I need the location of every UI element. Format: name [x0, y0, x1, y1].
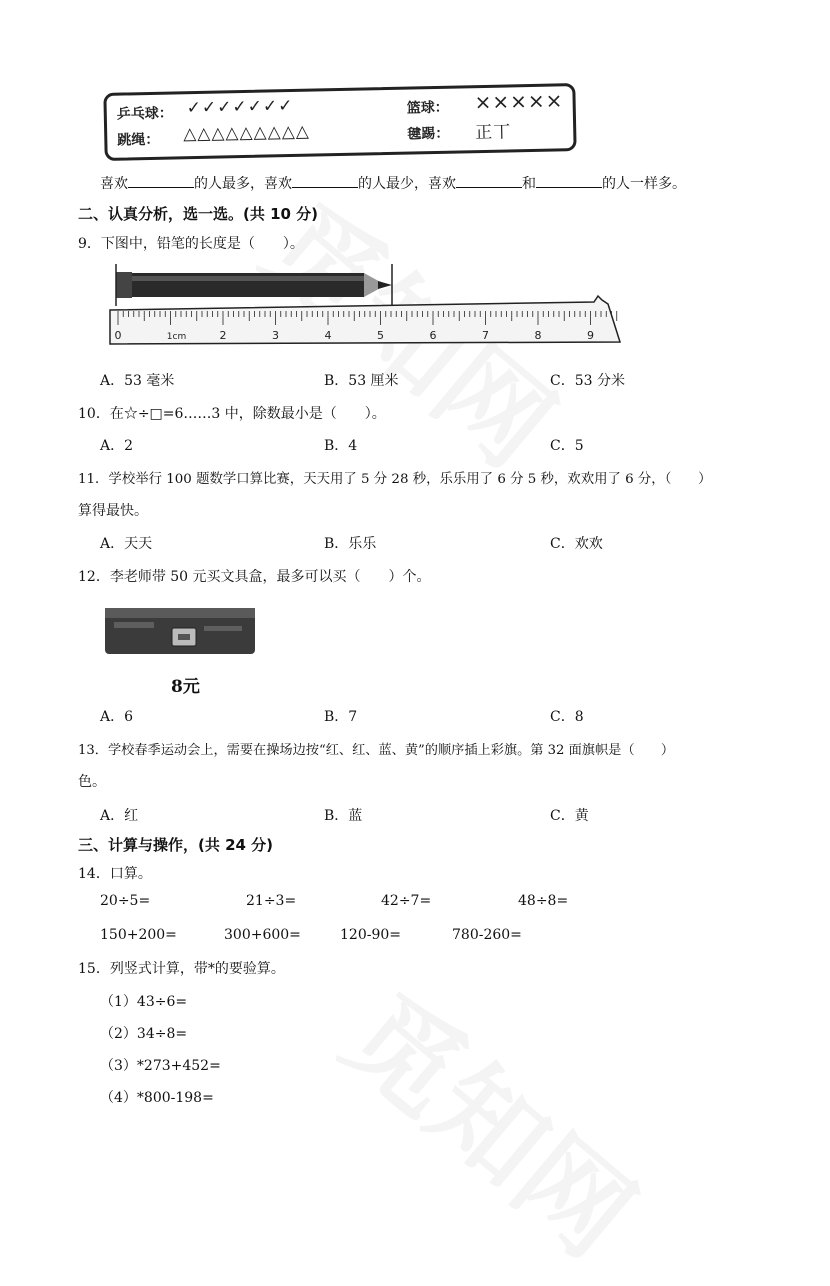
calc-item: 120-90= [340, 927, 401, 943]
q8-blanks-line [100, 173, 686, 193]
calc-item: 780-260= [452, 927, 522, 943]
q10-option-c[interactable]: C．5 [550, 438, 584, 454]
calc-item: 20÷5= [100, 893, 151, 909]
ruler-label: 5 [377, 329, 384, 342]
ruler-label: 7 [482, 329, 489, 342]
q12-option-b[interactable]: B．7 [324, 709, 358, 725]
q8-text: 和 [522, 176, 536, 192]
price-label: 8元 [171, 677, 200, 697]
pencil-icon [116, 272, 392, 298]
ruler-label: 1cm [166, 332, 187, 342]
calc-item: 300+600= [224, 927, 301, 943]
q11-option-b[interactable]: B．乐乐 [324, 536, 377, 552]
vertical-calc-item: （2）34÷8= [100, 1026, 188, 1042]
q13-stem: 13．学校春季运动会上，需要在操场边按“红、红、蓝、黄”的顺序插上彩旗。第 32 面旗帜是（ ） [78, 743, 675, 758]
pencil-ruler-figure [108, 262, 628, 352]
tally-label-shuttlecock: 毽踢： [407, 125, 450, 143]
tally-label-basketball: 篮球： [406, 99, 449, 117]
q15-stem: 15．列竖式计算，带*的要验算。 [78, 961, 285, 977]
calc-item: 21÷3= [246, 893, 297, 909]
q14-stem: 14．口算。 [78, 866, 152, 882]
tally-label-rope: 跳绳： [117, 131, 160, 149]
q13-option-c[interactable]: C．黄 [550, 808, 589, 824]
tally-label-pingpong: 乒乓球： [116, 105, 173, 123]
q13-option-a[interactable]: A．红 [100, 808, 139, 824]
q10-option-b[interactable]: B．4 [324, 438, 358, 454]
tally-marks-basketball: ××××× [474, 88, 564, 115]
ruler-label: 9 [587, 329, 594, 342]
ruler-label: 3 [272, 329, 279, 342]
ruler-label: 6 [429, 329, 437, 342]
vertical-calc-item: （1）43÷6= [100, 994, 188, 1010]
q11-stem: 11．学校举行 100 题数学口算比赛，天天用了 5 分 28 秒，乐乐用了 6 分 5 秒，欢欢用了 6 分，（ ） [78, 472, 712, 487]
q12-stem: 12．李老师带 50 元买文具盒，最多可以买（ ）个。 [78, 569, 431, 585]
q9-option-c[interactable]: C．53 分米 [550, 373, 625, 389]
q8-text: 的人一样多。 [602, 176, 686, 192]
answer-blank[interactable] [456, 173, 522, 188]
q9-option-b[interactable]: B．53 厘米 [324, 373, 399, 389]
q10-option-a[interactable]: A．2 [100, 438, 134, 454]
q9-option-a[interactable]: A．53 毫米 [100, 373, 175, 389]
ruler-label: 0 [114, 329, 122, 342]
vertical-calc-item: （4）*800-198= [100, 1090, 214, 1106]
answer-blank[interactable] [128, 173, 194, 188]
answer-blank[interactable] [292, 173, 358, 188]
ruler-label: 4 [324, 329, 332, 342]
calc-item: 48÷8= [518, 893, 569, 909]
tally-marks-shuttlecock: 正丅 [475, 122, 512, 144]
q10-stem: 10．在☆÷□=6……3 中，除数最小是（ ）。 [78, 406, 386, 422]
q12-option-a[interactable]: A．6 [100, 709, 134, 725]
q9-stem: 9．下图中，铅笔的长度是（ ）。 [78, 236, 304, 252]
q11-stem-cont: 算得最快。 [78, 503, 148, 519]
q8-text: 喜欢 [100, 176, 128, 192]
q8-text: 的人最多，喜欢 [194, 176, 292, 192]
watermark [318, 952, 672, 1285]
calc-item: 150+200= [100, 927, 177, 943]
ruler-label: 2 [219, 329, 227, 342]
section-title: 三、计算与操作，(共 24 分) [78, 836, 274, 854]
q12-option-c[interactable]: C．8 [550, 709, 584, 725]
q13-stem-cont: 色。 [78, 774, 106, 790]
q11-option-a[interactable]: A．天天 [100, 536, 153, 552]
q8-text: 的人最少，喜欢 [358, 176, 456, 192]
pencil-box-image [104, 604, 256, 658]
tally-marks-rope: △△△△△△△△△ [183, 121, 311, 145]
vertical-calc-item: （3）*273+452= [100, 1058, 221, 1074]
q11-option-c[interactable]: C．欢欢 [550, 536, 603, 552]
tally-marks-pingpong: ✓✓✓✓✓✓✓ [186, 95, 294, 119]
calc-item: 42÷7= [381, 893, 432, 909]
section-title: 二、认真分析，选一选。(共 10 分) [78, 205, 319, 223]
q13-option-b[interactable]: B．蓝 [324, 808, 363, 824]
tally-chart [103, 83, 576, 161]
ruler [110, 296, 620, 344]
answer-blank[interactable] [536, 173, 602, 188]
ruler-label: 8 [534, 329, 542, 342]
